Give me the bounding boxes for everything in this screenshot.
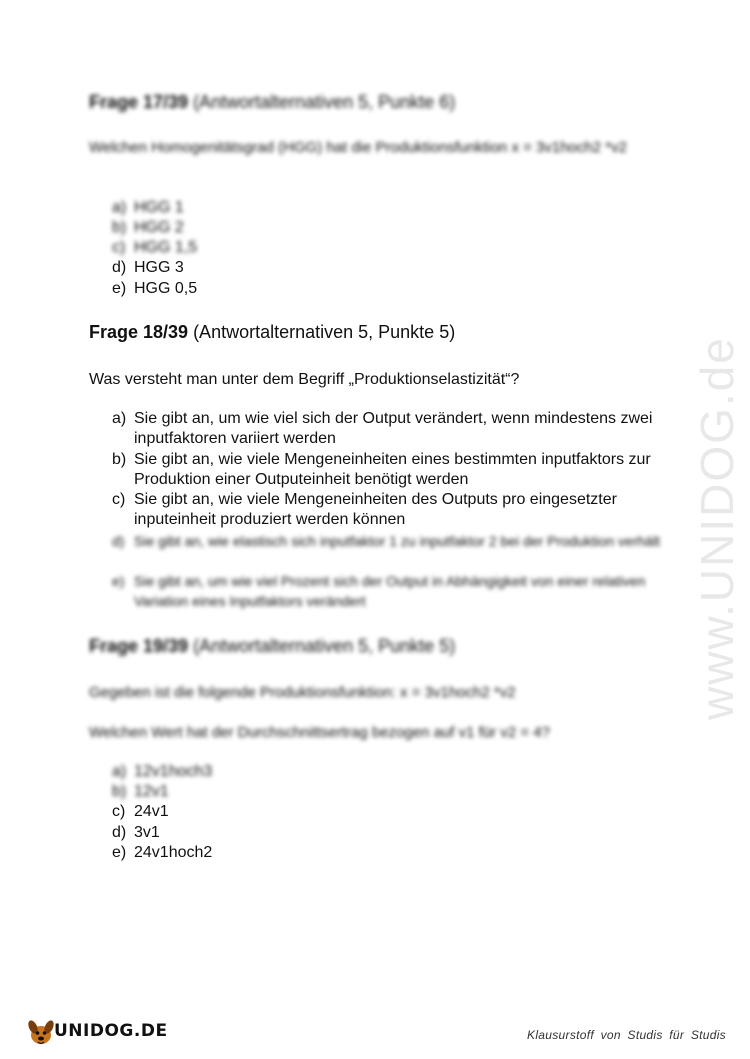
unidog-logo xyxy=(24,1013,168,1049)
question-17-title: Frage 17/39 (Antwortalternativen 5, Punkte 6) xyxy=(89,92,456,112)
question-18-title: Frage 18/39 (Antwortalternativen 5, Punkte 5) xyxy=(89,322,456,342)
question-19-option-a: a) 12v1hoch3 xyxy=(112,763,213,780)
logo-text: UNIDOG.DE xyxy=(54,1021,168,1041)
question-19-option-c: c) 24v1 xyxy=(112,803,169,820)
question-18-text: Was versteht man unter dem Begriff „Produktionselastizität“? xyxy=(89,371,520,388)
question-19-option-d: d) 3v1 xyxy=(112,824,160,841)
question-17-option-e: e) HGG 0,5 xyxy=(112,280,198,297)
question-19-option-b: b) 12v1 xyxy=(112,783,169,800)
question-17-option-d: d) HGG 3 xyxy=(112,259,184,276)
watermark: www.UNIDOG.de xyxy=(691,336,743,720)
question-17-option-b: b) HGG 2 xyxy=(112,219,184,236)
question-19-option-e: e) 24v1hoch2 xyxy=(112,844,213,861)
dog-icon xyxy=(24,1015,58,1049)
footer-tagline: Klausurstoff von Studis für Studis xyxy=(527,1028,726,1042)
question-17-option-a: a) HGG 1 xyxy=(112,199,184,216)
question-19-title: Frage 19/39 (Antwortalternativen 5, Punkte 5) xyxy=(89,636,456,656)
question-19-text-2: Welchen Wert hat der Durchschnittsertrag bezogen auf v1 für v2 = 4? xyxy=(89,724,550,741)
question-18-option-b: b) Sie gibt an, wie viele Mengeneinheiten eines bestimmten inputfaktors zur Produktion einer Outputeinheit benötigt werden xyxy=(112,451,651,488)
question-17-option-c: c) HGG 1,5 xyxy=(112,239,198,256)
question-18-option-c: c) Sie gibt an, wie viele Mengeneinheiten des Outputs pro eingesetzter inputeinheit produziert werden können xyxy=(112,491,617,528)
question-19-text-1: Gegeben ist die folgende Produktionsfunktion: x = 3v1hoch2 *v2 xyxy=(89,684,516,701)
question-18-option-a: a) Sie gibt an, um wie viel sich der Output verändert, wenn mindestens zwei inputfaktoren variiert werden xyxy=(112,410,653,447)
question-17-text: Welchen Homogenitätsgrad (HGG) hat die Produktionsfunktion x = 3v1hoch2 *v2 xyxy=(89,139,627,156)
question-18-option-e: e) Sie gibt an, um wie viel Prozent sich der Output in Abhängigkeit von einer relativen Variation eines Inputfaktors verändert xyxy=(112,573,646,609)
question-18-option-d: d) Sie gibt an, wie elastisch sich inputfaktor 1 zu inputfaktor 2 bei der Produktion verhält xyxy=(112,533,661,549)
